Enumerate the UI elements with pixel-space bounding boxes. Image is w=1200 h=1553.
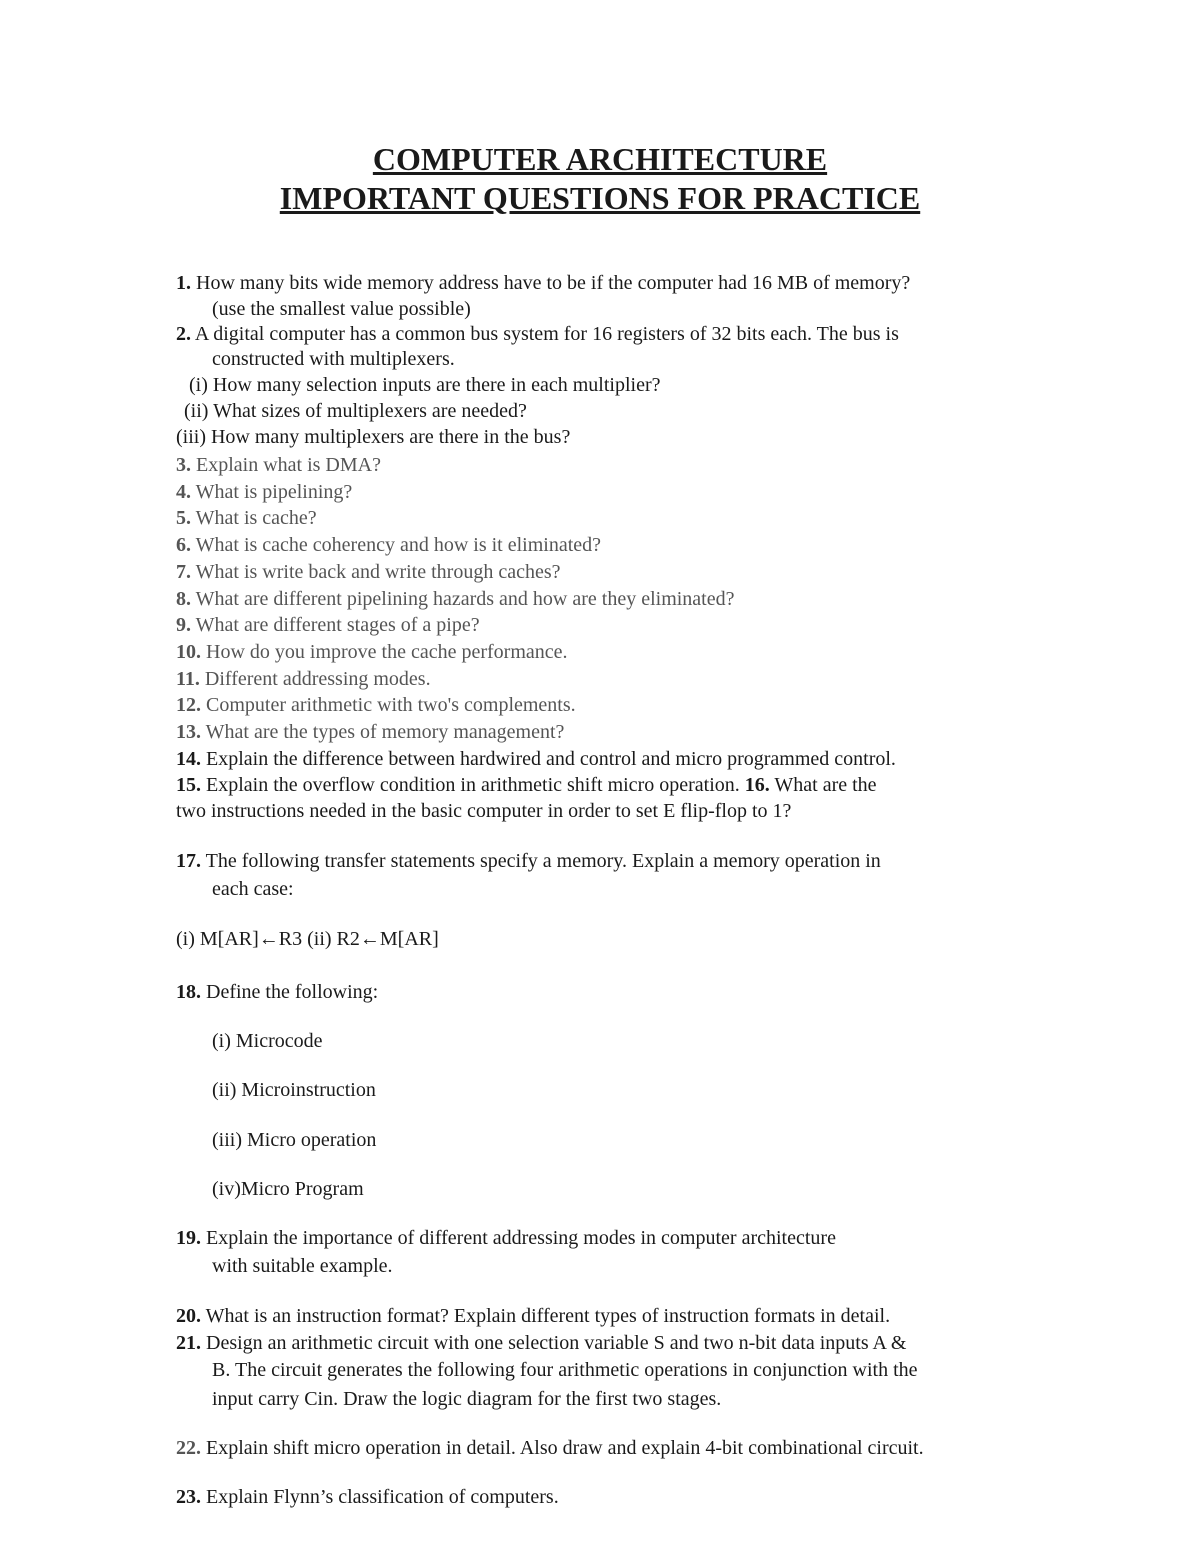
question-19-continuation: with suitable example. xyxy=(212,1255,393,1277)
question-number: 20. xyxy=(176,1305,201,1327)
question-18 xyxy=(176,979,378,1005)
question-1-continuation: (use the smallest value possible) xyxy=(212,298,471,320)
question-2-continuation: constructed with multiplexers. xyxy=(212,348,455,370)
question-16-continuation: two instructions needed in the basic computer in order to set E flip-flop to 1? xyxy=(176,800,792,822)
question-1 xyxy=(176,270,910,296)
question-15 xyxy=(176,772,877,798)
question-11 xyxy=(176,666,431,692)
question-19 xyxy=(176,1225,836,1251)
question-21-continuation-2: input carry Cin. Draw the logic diagram for the first two stages. xyxy=(212,1388,722,1410)
question-text: The following transfer statements specify a memory. Explain a memory operation in xyxy=(205,850,881,872)
question-text: What are the types of memory management? xyxy=(205,721,565,743)
question-16-text: What are the xyxy=(774,774,877,796)
question-number: 1. xyxy=(176,272,191,294)
question-text: Design an arithmetic circuit with one selection variable S and two n-bit data inputs A & xyxy=(206,1332,907,1354)
question-12 xyxy=(176,692,576,718)
question-text: Define the following: xyxy=(206,981,379,1003)
title-line-2: IMPORTANT QUESTIONS FOR PRACTICE xyxy=(279,180,921,216)
question-text: What is an instruction format? Explain different types of instruction formats in detail. xyxy=(205,1305,891,1327)
question-number: 14. xyxy=(176,748,201,770)
question-number: 15. xyxy=(176,774,201,796)
question-text: What are different stages of a pipe? xyxy=(195,614,480,636)
question-text: Different addressing modes. xyxy=(204,668,431,690)
question-number: 11. xyxy=(176,668,200,690)
question-text: Explain the importance of different addressing modes in computer architecture xyxy=(206,1227,836,1249)
question-21 xyxy=(176,1330,906,1356)
question-text: Explain the overflow condition in arithmetic shift micro operation. xyxy=(206,774,740,796)
question-16-number: 16. xyxy=(744,774,770,796)
question-4 xyxy=(176,479,352,505)
question-number: 7. xyxy=(176,561,191,583)
question-17-continuation: each case: xyxy=(212,878,294,900)
question-number: 21. xyxy=(176,1332,201,1354)
question-text: Computer arithmetic with two's complements. xyxy=(206,694,576,716)
question-number: 5. xyxy=(176,507,191,529)
question-5 xyxy=(176,505,317,531)
question-9 xyxy=(176,612,480,638)
question-20 xyxy=(176,1303,890,1329)
question-number: 4. xyxy=(176,481,191,503)
question-2-sub-iii: (iii) How many multiplexers are there in the bus? xyxy=(176,426,571,448)
question-number: 10. xyxy=(176,641,201,663)
question-23 xyxy=(176,1484,559,1510)
question-number: 22. xyxy=(176,1437,201,1459)
question-text: Explain the difference between hardwired and control and micro programmed control. xyxy=(206,748,896,770)
question-8 xyxy=(176,586,735,612)
question-3 xyxy=(176,452,381,478)
question-number: 18. xyxy=(176,981,201,1003)
question-number: 6. xyxy=(176,534,191,556)
question-text: Explain Flynn’s classification of computers. xyxy=(206,1486,559,1508)
question-6 xyxy=(176,532,601,558)
question-text: How many bits wide memory address have to be if the computer had 16 MB of memory? xyxy=(196,272,911,294)
question-number: 12. xyxy=(176,694,201,716)
question-22 xyxy=(176,1435,924,1461)
question-text: What is cache? xyxy=(195,507,317,529)
question-number: 23. xyxy=(176,1486,201,1508)
question-2-sub-ii: (ii) What sizes of multiplexers are needed? xyxy=(184,400,527,422)
question-2-sub-i: (i) How many selection inputs are there in each multiplier? xyxy=(189,374,661,396)
question-10 xyxy=(176,639,568,665)
question-21-continuation-1: B. The circuit generates the following four arithmetic operations in conjunction with the xyxy=(212,1359,918,1381)
question-17 xyxy=(176,848,881,874)
question-number: 2. xyxy=(176,323,191,345)
question-13 xyxy=(176,719,564,745)
question-number: 17. xyxy=(176,850,201,872)
title-line-1: COMPUTER ARCHITECTURE xyxy=(372,141,828,177)
question-text: What are different pipelining hazards and how are they eliminated? xyxy=(195,588,735,610)
question-18-sub-i: (i) Microcode xyxy=(212,1030,323,1052)
question-text: What is cache coherency and how is it eliminated? xyxy=(195,534,602,556)
question-18-sub-iv: (iv)Micro Program xyxy=(212,1178,364,1200)
question-number: 13. xyxy=(176,721,201,743)
question-17-statements: (i) M[AR]←R3 (ii) R2←M[AR] xyxy=(176,928,439,950)
question-text: Explain shift micro operation in detail. Also draw and explain 4-bit combinational circuit. xyxy=(206,1437,924,1459)
question-number: 9. xyxy=(176,614,191,636)
question-18-sub-iii: (iii) Micro operation xyxy=(212,1129,377,1151)
question-text: Explain what is DMA? xyxy=(196,454,381,476)
question-number: 8. xyxy=(176,588,191,610)
question-7 xyxy=(176,559,561,585)
question-14 xyxy=(176,746,896,772)
question-text: What is write back and write through caches? xyxy=(195,561,561,583)
question-text: A digital computer has a common bus system for 16 registers of 32 bits each. The bus is xyxy=(194,323,899,345)
question-text: What is pipelining? xyxy=(195,481,353,503)
question-number: 3. xyxy=(176,454,191,476)
question-18-sub-ii: (ii) Microinstruction xyxy=(212,1079,376,1101)
question-2 xyxy=(176,321,899,347)
question-text: How do you improve the cache performance. xyxy=(206,641,568,663)
question-number: 19. xyxy=(176,1227,201,1249)
